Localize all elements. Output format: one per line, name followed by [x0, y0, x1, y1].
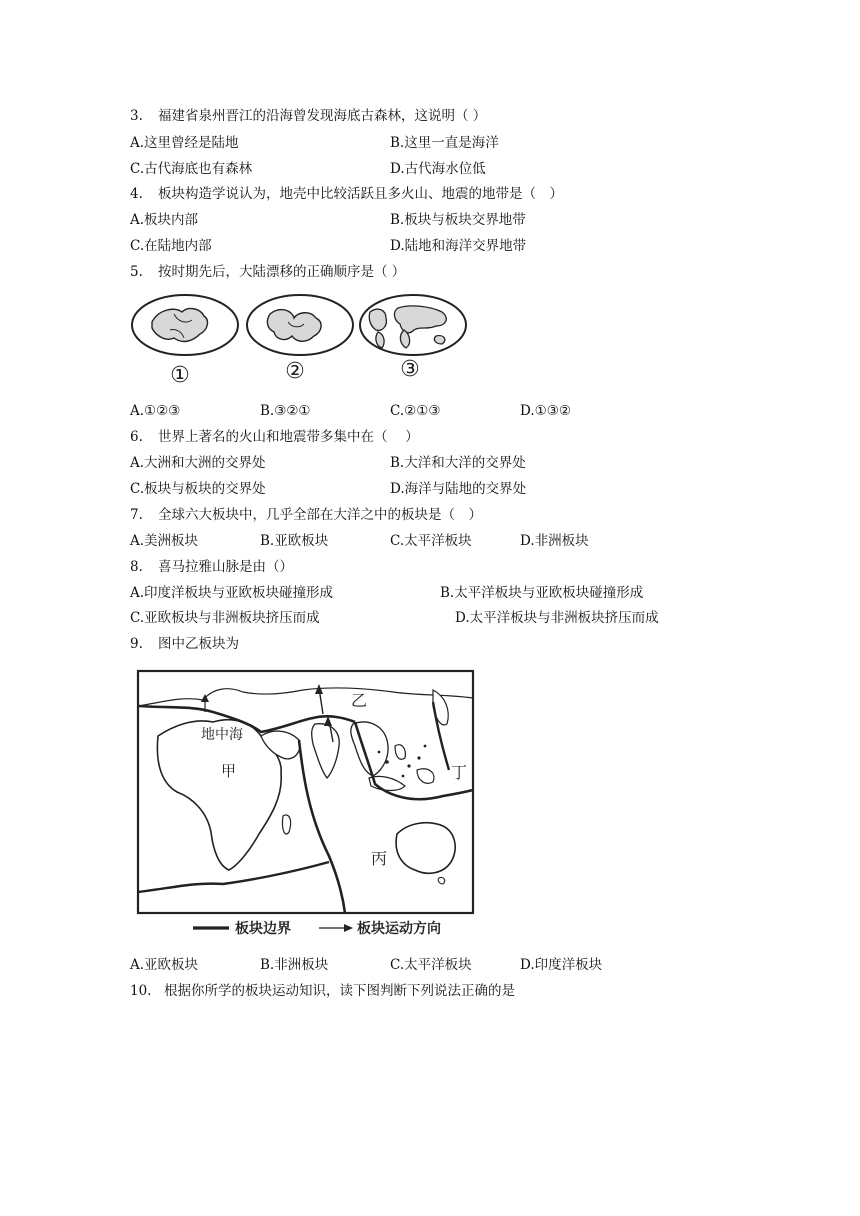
- question-5: [130, 262, 405, 282]
- option-b[interactable]: B.这里一直是海洋: [390, 135, 499, 151]
- option-b[interactable]: B.非洲板块: [260, 957, 329, 973]
- option-b[interactable]: B.大洋和大洋的交界处: [390, 455, 526, 471]
- question-9: [130, 634, 239, 654]
- option-a[interactable]: A.这里曾经是陆地: [130, 135, 239, 151]
- figure-label-2: ②: [285, 359, 305, 384]
- question-number: 8.: [130, 559, 143, 575]
- option-d[interactable]: D.古代海水位低: [390, 161, 486, 177]
- option-d[interactable]: D.太平洋板块与非洲板块挤压而成: [455, 610, 659, 626]
- question-4: [130, 184, 563, 204]
- question-text: 板块构造学说认为，地壳中比较活跃且多火山、地震的地带是（ ）: [158, 186, 563, 202]
- plate-map-figure: [133, 666, 478, 942]
- map-label-yi: 乙: [351, 691, 368, 710]
- question-number: 9.: [130, 636, 143, 652]
- option-b[interactable]: B.③②①: [260, 403, 311, 419]
- question-10: [130, 981, 515, 1001]
- option-a[interactable]: A.大洲和大洲的交界处: [130, 455, 266, 471]
- option-b[interactable]: B.亚欧板块: [260, 533, 329, 549]
- question-text: 喜马拉雅山脉是由（）: [158, 559, 293, 575]
- option-c[interactable]: C.古代海底也有森林: [130, 161, 253, 177]
- option-d[interactable]: D.陆地和海洋交界地带: [390, 238, 527, 254]
- option-d[interactable]: D.印度洋板块: [520, 957, 603, 973]
- question-text: 福建省泉州晋江的沿海曾发现海底古森林，这说明（ ）: [158, 108, 487, 124]
- question-text: 世界上著名的火山和地震带多集中在（ ）: [158, 429, 419, 445]
- question-number: 7.: [130, 507, 143, 523]
- question-number: 5.: [130, 264, 143, 280]
- figure-label-1: ①: [170, 363, 190, 388]
- globe-1: [132, 295, 238, 355]
- option-a[interactable]: A.印度洋板块与亚欧板块碰撞形成: [130, 585, 334, 601]
- option-b[interactable]: B.板块与板块交界地带: [390, 212, 526, 228]
- option-c[interactable]: C.板块与板块的交界处: [130, 481, 266, 497]
- question-number: 6.: [130, 429, 143, 445]
- option-b[interactable]: B.太平洋板块与亚欧板块碰撞形成: [440, 585, 644, 601]
- option-c[interactable]: C.在陆地内部: [130, 238, 212, 254]
- option-a[interactable]: A.板块内部: [130, 212, 199, 228]
- question-8: [130, 557, 293, 577]
- question-text: 根据你所学的板块运动知识，读下图判断下列说法正确的是: [164, 983, 515, 999]
- figure-label-3: ③: [400, 357, 420, 382]
- map-label-bing: 丙: [371, 849, 388, 868]
- question-text: 按时期先后，大陆漂移的正确顺序是（ ）: [158, 264, 406, 280]
- question-7: [130, 505, 482, 525]
- option-c[interactable]: C.太平洋板块: [390, 533, 472, 549]
- option-a[interactable]: A.美洲板块: [130, 533, 199, 549]
- question-3: [130, 106, 486, 126]
- question-text: 图中乙板块为: [158, 636, 239, 652]
- option-d[interactable]: D.海洋与陆地的交界处: [390, 481, 527, 497]
- option-a[interactable]: A.亚欧板块: [130, 957, 199, 973]
- option-c[interactable]: C.亚欧板块与非洲板块挤压而成: [130, 610, 320, 626]
- option-d[interactable]: D.非洲板块: [520, 533, 589, 549]
- question-text: 全球六大板块中，几乎全部在大洋之中的板块是（ ）: [158, 507, 482, 523]
- legend-direction-label: 板块运动方向: [357, 921, 441, 937]
- option-a[interactable]: A.①②③: [130, 403, 181, 419]
- map-label-mediterranean: 地中海: [201, 727, 243, 743]
- map-label-ding: 丁: [451, 763, 468, 782]
- legend-boundary-label: 板块边界: [235, 921, 291, 937]
- option-d[interactable]: D.①③②: [520, 403, 571, 419]
- continental-drift-figure: [130, 292, 470, 392]
- option-c[interactable]: C.②①③: [390, 403, 441, 419]
- globe-3: [360, 295, 466, 355]
- option-c[interactable]: C.太平洋板块: [390, 957, 472, 973]
- question-number: 4.: [130, 186, 143, 202]
- question-number: 10.: [130, 983, 152, 999]
- question-6: [130, 427, 419, 447]
- question-number: 3.: [130, 108, 143, 124]
- globe-2: [247, 295, 353, 355]
- map-label-jia: 甲: [221, 762, 237, 780]
